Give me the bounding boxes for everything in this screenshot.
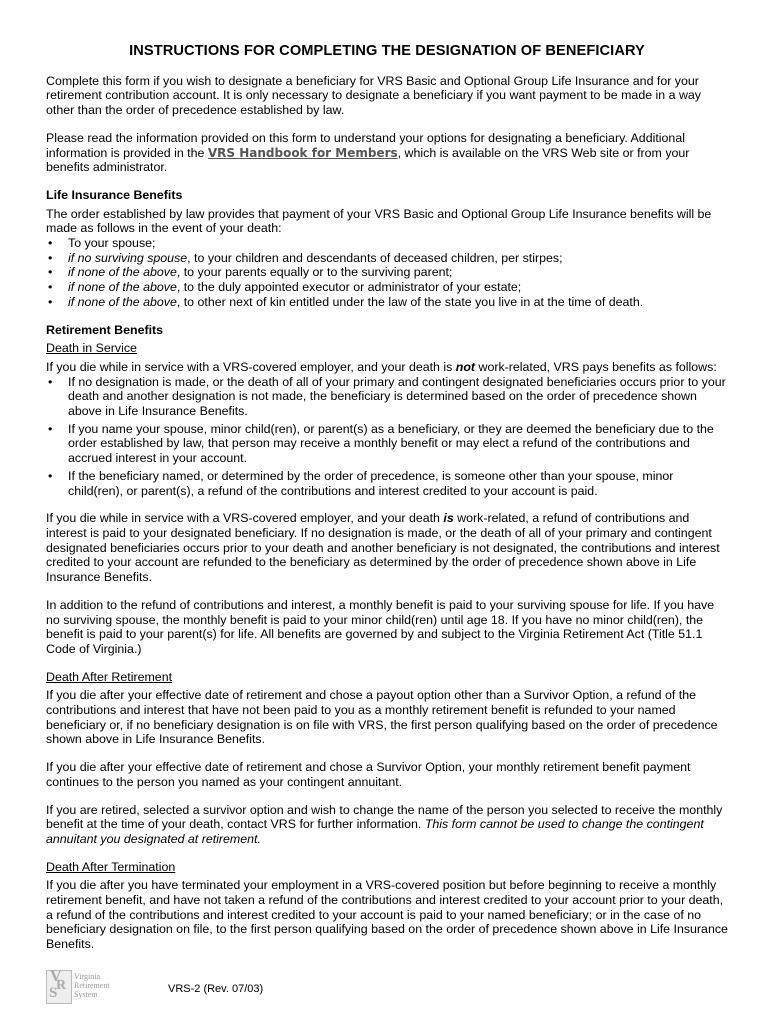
life-insurance-order-list (46, 236, 728, 310)
monthly-benefit-paragraph: In addition to the refund of contributions and interest, a monthly benefit is paid to your surviving spouse for life. If you have no surviving spouse, the monthly benefit is paid to your minor child(ren) until age 18. If you have no minor child(ren), the benefit is paid to your parent(s) for life. All benefits are governed by and subject to the Virginia Retirement Act (Title 51.1 Code of Virginia.) (46, 597, 715, 656)
life-insurance-lead: The order established by law provides that payment of your VRS Basic and Optional Group Life Insurance benefits will be made as follows in the event of your death: (46, 206, 712, 236)
list-item: • If the beneficiary named, or determined by the order of precedence, is someone other than your spouse, minor child(ren), or parent(s), a refund of the contributions and interest credited to your account is paid. (46, 469, 728, 498)
vrs-logo: V R S Virginia Retirement System (46, 970, 126, 1004)
death-in-service-heading: Death in Service (46, 341, 137, 356)
death-after-termination-heading: Death After Termination (46, 859, 176, 874)
dar-paragraph-2: If you die after your effective date of retirement and chose a Survivor Option, your monthly retirement benefit payment continues to the person you named as your contingent annuitant. (46, 760, 691, 789)
intro-paragraph: Complete this form if you wish to designate a beneficiary for VRS Basic and Optional Group Life Insurance and for your retirement contribution account. It is only necessary to designate a beneficiary if you want payment to be made in a way other than the order of precedence established by law. (46, 73, 701, 118)
dar-paragraph-1: If you die after your effective date of retirement and chose a payout option other than a Survivor Option, a refund of the contributions and interest that have not been paid to you as a monthly retirement benefit is refunded to your named beneficiary or, if no beneficiary designation is on file with VRS, the first person qualifying based on the order of precedence shown above in Life Insurance Benefits. (46, 688, 718, 747)
list-item: • if none of the above, to other next of kin entitled under the law of the state you live in at the time of death. (46, 295, 728, 310)
list-item: • if none of the above, to your parents equally or to the surviving parent; (46, 265, 728, 280)
retirement-benefits-heading: Retirement Benefits (46, 322, 164, 337)
list-item: • To your spouse; (46, 236, 728, 251)
dar-paragraph-3: If you are retired, selected a survivor option and wish to change the name of the person you selected to receive the monthly benefit at the time of your death, contact VRS for further information. This form cannot be used to change the contingent annuitant you designated at retirement. (46, 802, 723, 846)
death-in-service-list (46, 375, 728, 499)
death-after-retirement-heading: Death After Retirement (46, 669, 173, 684)
list-item: • if none of the above, to the duly appointed executor or administrator of your estate; (46, 280, 728, 295)
work-related-paragraph: If you die while in service with a VRS-covered employer, and your death is work-related, a refund of contributions and interest is paid to your designated beneficiary. If no designation is made, or the death of all of your primary and contingent designated beneficiaries occurs prior to your death and another beneficiary is not designated, the contributions and interest credited to your account are refunded to the beneficiary as determined by the order of precedence shown above in Life Insurance Benefits. (46, 511, 720, 585)
death-in-service-lead: If you die while in service with a VRS-covered employer, and your death is not work-related, VRS pays benefits as follows: (46, 359, 717, 374)
document-page (46, 44, 728, 965)
dat-paragraph: If you die after you have terminated your employment in a VRS-covered position but before beginning to receive a monthly retirement benefit, and have not taken a refund of the contributions and interest credited to your account prior to your death, a refund of the contributions and interest credited to your account is paid to your named beneficiary; or in the case of no beneficiary designation on file, to the first person qualifying based on the order of precedence shown above in Life Insurance Benefits. (46, 878, 728, 952)
list-item: • If no designation is made, or the death of all of your primary and contingent designated beneficiaries occurs prior to your death and another designation is not made, the beneficiary is determined based on the order of precedence shown above in Life Insurance Benefits. (46, 375, 728, 419)
handbook-link[interactable]: VRS Handbook for Members (207, 145, 398, 160)
footer (46, 970, 728, 1010)
page-title: INSTRUCTIONS FOR COMPLETING THE DESIGNATION OF BENEFICIARY (129, 43, 645, 59)
read-paragraph: Please read the information provided on this form to understand your options for designating a beneficiary. Additional information is provided in the VRS Handbook for Members, which is available on the VRS Web site or from your benefits administrator. (46, 130, 690, 175)
form-id: VRS-2 (Rev. 07/03) (168, 983, 264, 995)
life-insurance-heading: Life Insurance Benefits (46, 187, 183, 202)
vrs-logo-mark-icon: V R S (46, 970, 72, 1004)
list-item: • If you name your spouse, minor child(ren), or parent(s) as a beneficiary, or they are deemed the beneficiary due to the order established by law, that person may receive a monthly benefit or may elect a refund of the contributions and accrued interest in your account. (46, 422, 728, 466)
list-item: • if no surviving spouse, to your children and descendants of deceased children, per stirpes; (46, 251, 728, 266)
